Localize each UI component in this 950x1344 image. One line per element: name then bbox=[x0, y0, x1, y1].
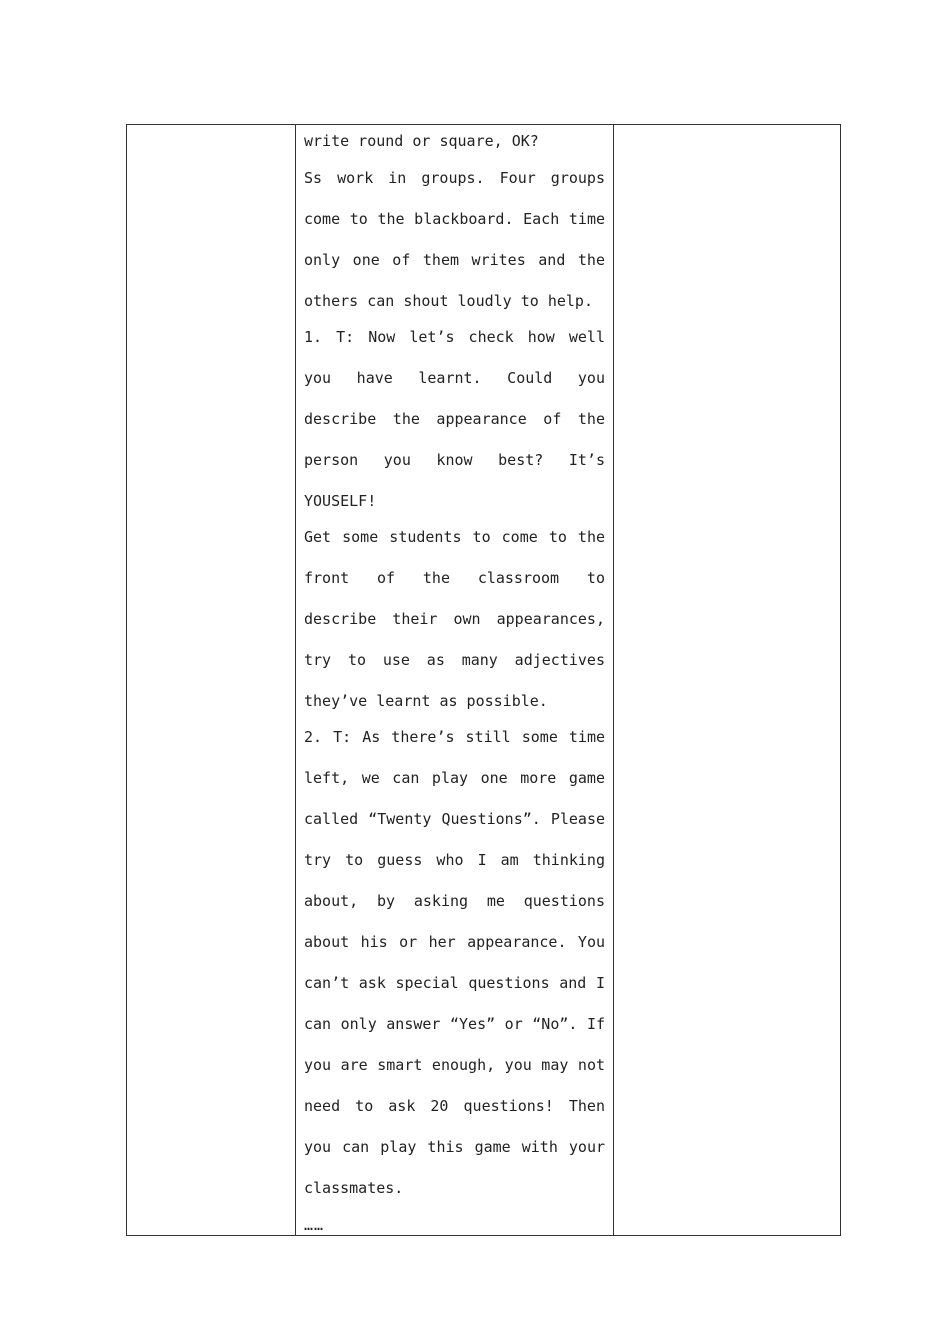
paragraph-step-1: 1. T: Now let’s check how well you have learnt. Could you describe the appearance of the person you know best? It’s YOUSELF! bbox=[304, 328, 605, 510]
procedure-cell bbox=[296, 125, 614, 1236]
paragraph-describe: Get some students to come to the front of the classroom to describe their own appearances, try to use as many adjectives they’ve learnt as possible. bbox=[304, 528, 605, 710]
ellipsis: …… bbox=[304, 1216, 325, 1234]
table-row bbox=[127, 125, 841, 1236]
right-empty-cell bbox=[614, 125, 841, 1236]
lesson-plan-table bbox=[126, 124, 841, 1236]
paragraph-intro: write round or square, OK? bbox=[304, 132, 539, 150]
paragraph-step-2: 2. T: As there’s still some time left, we can play one more game called “Twenty Questions”. Please try to guess who I am thinking about, by asking me questions about his or her appearance. You can’t ask special questions and I can only answer “Yes” or “No”. If you are smart enough, you may not need to ask 20 questions! Then you can play this game with your classmates. bbox=[304, 728, 605, 1197]
paragraph-group-work: Ss work in groups. Four groups come to the blackboard. Each time only one of them writes and the others can shout loudly to help. bbox=[304, 169, 605, 310]
left-empty-cell bbox=[127, 125, 296, 1236]
